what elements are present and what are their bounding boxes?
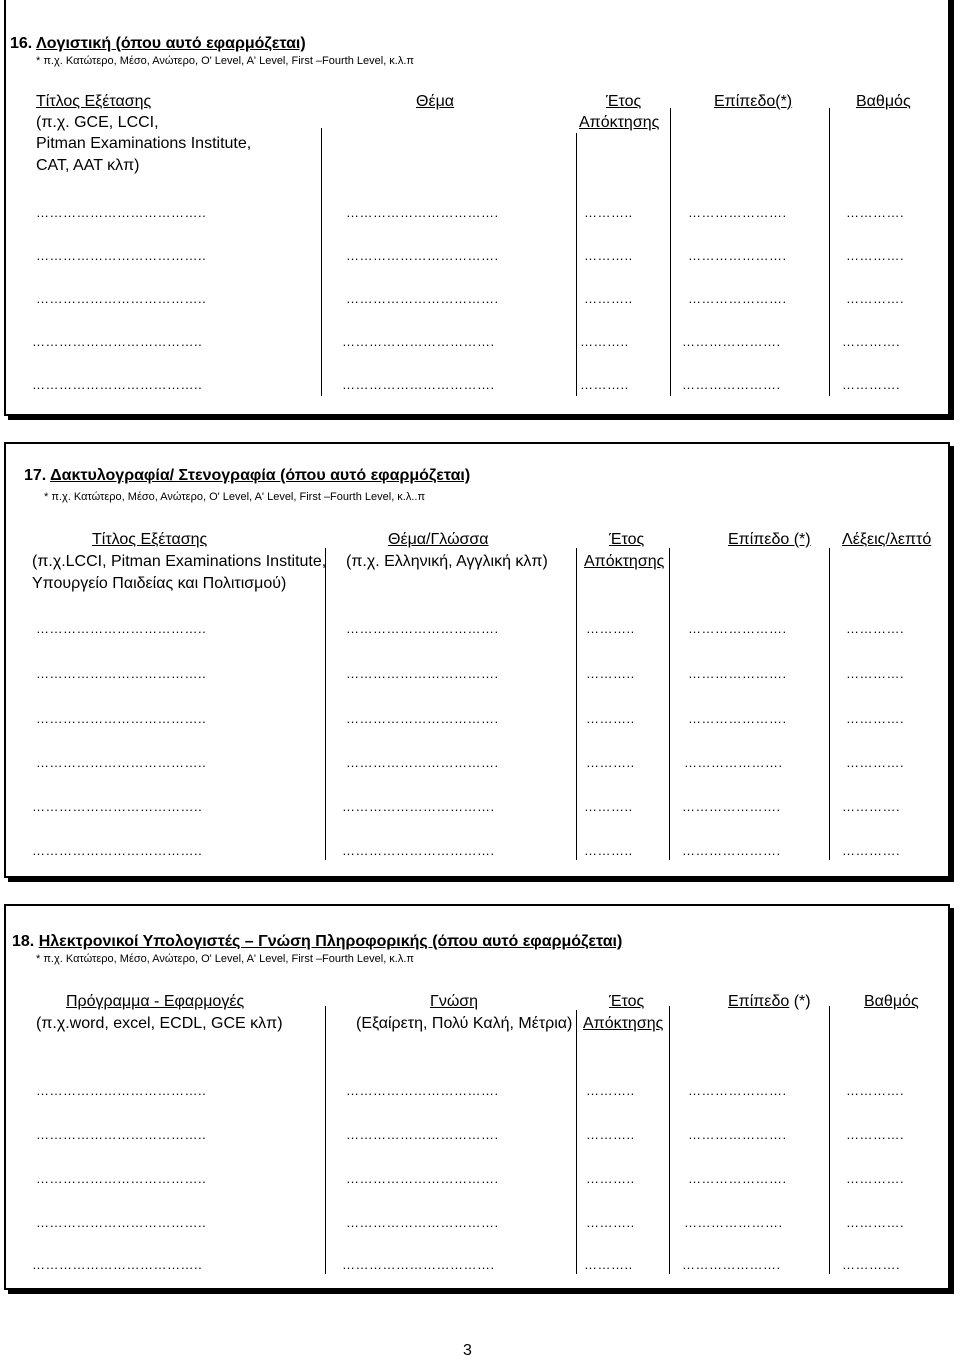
blank-field[interactable]: …………. <box>846 1215 905 1230</box>
header-subject-language: Θέμα/Γλώσσα <box>388 531 489 548</box>
blank-field[interactable]: …………………. <box>688 1083 787 1098</box>
section-title-text: Λογιστική (όπου αυτό εφαρμόζεται) <box>36 35 306 52</box>
blank-field[interactable]: ……………………………. <box>342 843 495 858</box>
blank-field[interactable]: …………. <box>846 1171 905 1186</box>
blank-field[interactable]: …………………. <box>682 843 781 858</box>
blank-field[interactable]: ……………………………. <box>342 334 495 349</box>
column-divider <box>669 548 670 860</box>
header-year: Έτος <box>609 531 645 548</box>
section-number: 16. <box>10 35 33 52</box>
section-note: * π.χ. Κατώτερο, Μέσο, Ανώτερο, O' Level, A' Level, First –Fourth Level, κ.λ.π <box>36 953 415 965</box>
blank-field[interactable]: ……………………………….. <box>36 291 207 306</box>
section-title <box>10 36 306 52</box>
blank-field[interactable]: ……….. <box>586 1083 635 1098</box>
blank-field[interactable]: …………………. <box>682 799 781 814</box>
blank-field[interactable]: ……………………………….. <box>36 205 207 220</box>
blank-field[interactable]: ……….. <box>586 666 635 681</box>
header-year-acquired: Απόκτησης <box>584 553 665 570</box>
blank-field[interactable]: …………………. <box>688 666 787 681</box>
blank-field[interactable]: ……………………………….. <box>32 799 203 814</box>
blank-field[interactable]: …………. <box>846 1083 905 1098</box>
header-exam-title-example: (π.χ. GCE, LCCI, <box>36 114 159 131</box>
column-divider <box>321 128 322 396</box>
column-divider <box>669 1006 670 1274</box>
blank-field[interactable]: …………………. <box>684 755 783 770</box>
header-year-acquired: Απόκτησης <box>579 114 660 131</box>
header-subject: Θέμα <box>416 93 455 110</box>
column-divider <box>670 108 671 396</box>
blank-field[interactable]: ……………………………. <box>342 1257 495 1272</box>
blank-field[interactable]: …………. <box>842 377 901 392</box>
column-divider <box>576 133 577 396</box>
blank-field[interactable]: ……….. <box>584 799 633 814</box>
header-grade: Βαθμός <box>856 93 911 110</box>
header-year: Έτος <box>606 93 642 110</box>
header-exam-title: Τίτλος Εξέτασης <box>36 93 152 110</box>
blank-field[interactable]: ……………………………….. <box>36 666 207 681</box>
blank-field[interactable]: ……….. <box>584 248 633 263</box>
blank-field[interactable]: …………. <box>846 205 905 220</box>
blank-field[interactable]: ……………………………….. <box>36 1083 207 1098</box>
blank-field[interactable]: ……………………………….. <box>36 1171 207 1186</box>
blank-field[interactable]: ……………………………. <box>346 291 499 306</box>
header-subject-language-example: (π.χ. Ελληνική, Αγγλική κλπ) <box>346 553 548 570</box>
blank-field[interactable]: ……………………………. <box>346 205 499 220</box>
column-divider <box>576 1010 577 1274</box>
blank-field[interactable]: ……….. <box>584 205 633 220</box>
section-number: 17. <box>24 467 47 484</box>
blank-field[interactable]: …………. <box>842 334 901 349</box>
section-number: 18. <box>12 933 35 950</box>
header-grade: Βαθμός <box>864 993 919 1010</box>
blank-field[interactable]: ……………………………. <box>346 1127 499 1142</box>
blank-field[interactable]: …………………. <box>682 377 781 392</box>
blank-field[interactable]: ……….. <box>580 377 629 392</box>
blank-field[interactable]: ……………………………. <box>346 1083 499 1098</box>
blank-field[interactable]: …………. <box>846 666 905 681</box>
header-exam-title-example: (π.χ.LCCI, Pitman Examinations Institute, <box>32 553 327 570</box>
blank-field[interactable]: …………………. <box>688 711 787 726</box>
header-exam-title-example: CAT, AAT κλπ) <box>36 157 140 174</box>
section-title <box>24 468 470 484</box>
blank-field[interactable]: …………………. <box>682 1257 781 1272</box>
blank-field[interactable]: ……….. <box>586 755 635 770</box>
blank-field[interactable]: …………………. <box>688 621 787 636</box>
section-title <box>12 934 622 950</box>
blank-field[interactable]: ……….. <box>584 1257 633 1272</box>
blank-field[interactable]: ……………………………….. <box>36 755 207 770</box>
blank-field[interactable]: …………. <box>842 843 901 858</box>
header-knowledge-scale: (Εξαίρετη, Πολύ Καλή, Μέτρια) <box>356 1015 573 1032</box>
blank-field[interactable]: ……….. <box>580 334 629 349</box>
header-exam-title-example: Υπουργείο Παιδείας και Πολιτισμού) <box>32 575 287 592</box>
blank-field[interactable]: …………. <box>842 1257 901 1272</box>
header-year: Έτος <box>609 993 645 1010</box>
column-divider <box>829 108 830 396</box>
blank-field[interactable]: …………………. <box>688 1127 787 1142</box>
header-year-acquired: Απόκτησης <box>583 1015 664 1032</box>
blank-field[interactable]: ……………………………….. <box>32 843 203 858</box>
blank-field[interactable]: …………. <box>846 291 905 306</box>
blank-field[interactable]: ……………………………. <box>346 1171 499 1186</box>
section-note: * π.χ. Κατώτερο, Μέσο, Ανώτερο, O' Level, A' Level, First –Fourth Level, κ.λ..π <box>44 491 426 503</box>
blank-field[interactable]: …………. <box>846 621 905 636</box>
header-exam-title-example: Pitman Examinations Institute, <box>36 135 252 152</box>
blank-field[interactable]: …………. <box>846 755 905 770</box>
header-knowledge: Γνώση <box>430 993 479 1010</box>
blank-field[interactable]: ……………………………. <box>342 377 495 392</box>
column-divider <box>325 548 326 860</box>
section-16 <box>4 0 950 416</box>
blank-field[interactable]: ……….. <box>586 711 635 726</box>
blank-field[interactable]: …………. <box>846 1127 905 1142</box>
header-words-per-minute: Λέξεις/λεπτό <box>842 531 932 548</box>
blank-field[interactable]: ……….. <box>586 1215 635 1230</box>
blank-field[interactable]: ……………………………. <box>346 666 499 681</box>
blank-field[interactable]: ……………………………….. <box>36 1215 207 1230</box>
column-divider <box>829 548 830 860</box>
header-level: Επίπεδο (*) <box>728 531 811 548</box>
blank-field[interactable]: ……….. <box>584 843 633 858</box>
column-divider <box>576 548 577 860</box>
blank-field[interactable]: ……….. <box>586 1127 635 1142</box>
header-level-label: Επίπεδο <box>728 993 790 1010</box>
blank-field[interactable]: ……………………………….. <box>36 621 207 636</box>
section-title-text: Ηλεκτρονικοί Υπολογιστές – Γνώση Πληροφορικής (όπου αυτό εφαρμόζεται) <box>38 933 623 950</box>
blank-field[interactable]: …………………. <box>688 248 787 263</box>
blank-field[interactable]: ……………………………. <box>346 1215 499 1230</box>
header-program-example: (π.χ.word, excel, ECDL, GCE κλπ) <box>36 1015 283 1032</box>
header-level-note: (*) <box>793 993 811 1010</box>
header-level: Επίπεδο(*) <box>714 93 793 110</box>
column-divider <box>325 1006 326 1274</box>
blank-field[interactable]: …………. <box>846 248 905 263</box>
blank-field[interactable]: ……………………………. <box>346 755 499 770</box>
blank-field[interactable]: ……………………………….. <box>32 334 203 349</box>
blank-field[interactable]: ……………………………. <box>346 711 499 726</box>
blank-field[interactable]: …………. <box>846 711 905 726</box>
blank-field[interactable]: ……………………………….. <box>32 1257 203 1272</box>
blank-field[interactable]: ……………………………….. <box>32 377 203 392</box>
blank-field[interactable]: …………………. <box>688 1171 787 1186</box>
blank-field[interactable]: ……………………………. <box>346 248 499 263</box>
section-18 <box>4 904 950 1290</box>
blank-field[interactable]: …………. <box>842 799 901 814</box>
blank-field[interactable]: ……………………………. <box>346 621 499 636</box>
blank-field[interactable]: ……………………………. <box>342 799 495 814</box>
blank-field[interactable]: ……………………………….. <box>36 248 207 263</box>
blank-field[interactable]: ……….. <box>586 621 635 636</box>
section-title-text: Δακτυλογραφία/ Στενογραφία (όπου αυτό εφαρμόζεται) <box>50 467 471 484</box>
column-divider <box>829 1006 830 1274</box>
blank-field[interactable]: ……….. <box>584 291 633 306</box>
section-17 <box>4 442 950 878</box>
blank-field[interactable]: ……………………………….. <box>36 1127 207 1142</box>
section-note: * π.χ. Κατώτερο, Μέσο, Ανώτερο, O' Level, A' Level, First –Fourth Level, κ.λ.π <box>36 55 415 67</box>
page-number: 3 <box>463 1342 472 1359</box>
header-exam-title: Τίτλος Εξέτασης <box>92 531 208 548</box>
header-level <box>728 994 811 1010</box>
blank-field[interactable]: …………………. <box>684 1215 783 1230</box>
blank-field[interactable]: ……….. <box>586 1171 635 1186</box>
blank-field[interactable]: ……………………………….. <box>36 711 207 726</box>
blank-field[interactable]: …………………. <box>688 291 787 306</box>
blank-field[interactable]: …………………. <box>682 334 781 349</box>
header-program-applications: Πρόγραμμα - Εφαρμογές <box>66 993 245 1010</box>
blank-field[interactable]: …………………. <box>688 205 787 220</box>
